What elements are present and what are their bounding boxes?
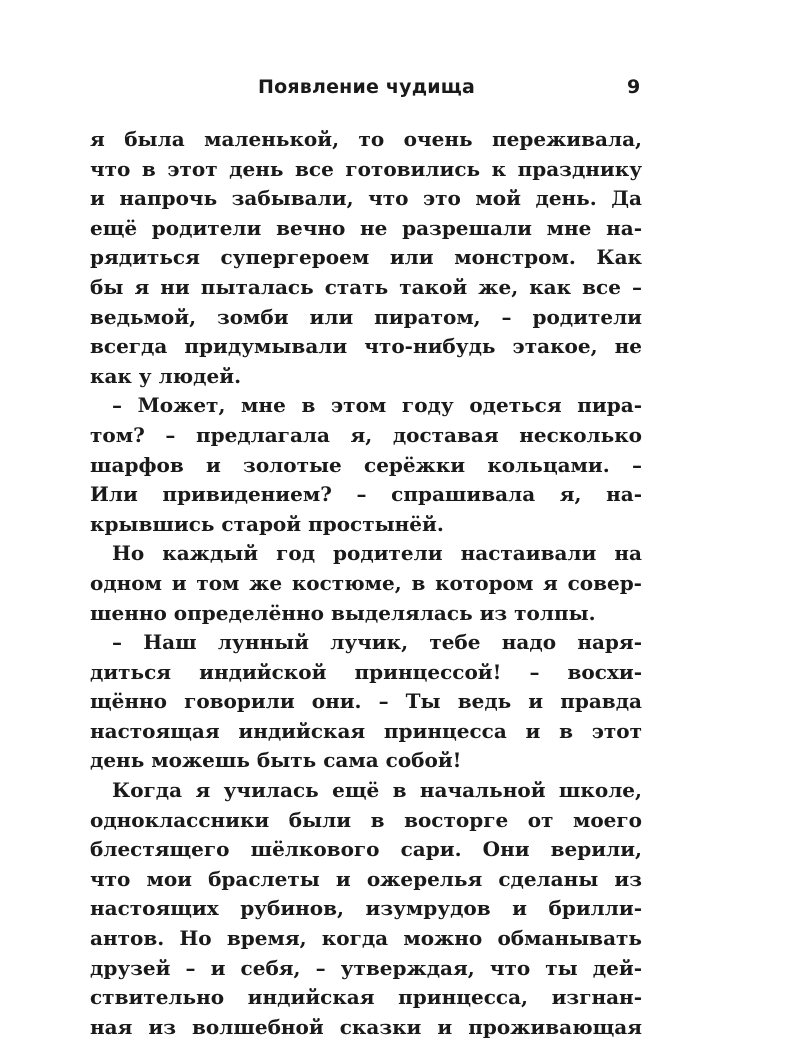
text-line: как у людей. — [90, 363, 242, 388]
text-line: – Наш лунный лучик, тебе надо наря- — [112, 630, 642, 655]
running-title: Появление чудища — [258, 76, 476, 98]
text-line: диться индийской принцессой! – восхи- — [90, 659, 642, 684]
text-line: одноклассники были в восторге от моего — [90, 807, 642, 832]
text-line: рядиться супергероем или монстром. Как — [90, 245, 642, 270]
text-line: Но каждый год родители настаивали на — [112, 541, 642, 566]
text-line: антов. Но время, когда можно обманывать — [90, 926, 642, 951]
text-line: настоящих рубинов, изумрудов и брилли- — [90, 896, 642, 921]
text-line: Или привидением? – спрашивала я, на- — [90, 482, 642, 507]
text-line: ведьмой, зомби или пиратом, – родители — [90, 304, 642, 329]
text-line: одном и том же костюме, в котором я совер- — [90, 570, 642, 595]
text-line: щённо говорили они. – Ты ведь и правда — [90, 689, 642, 714]
text-line: шарфов и золотые серёжки кольцами. – — [90, 452, 642, 477]
text-line: настоящая индийская принцесса и в этот — [90, 718, 642, 743]
text-line: ная из волшебной сказки и проживающая — [90, 1014, 642, 1039]
page-number: 9 — [627, 76, 641, 98]
text-line: ствительно индийская принцесса, изгнан- — [90, 985, 642, 1010]
text-line: я была маленькой, то очень переживала, — [90, 127, 642, 151]
text-line: что в этот день все готовились к празднику — [90, 156, 642, 181]
text-line: день можешь быть сама собой! — [90, 748, 462, 773]
text-line: блестящего шёлкового сари. Они верили, — [90, 837, 642, 862]
text-line: и напрочь забывали, что это мой день. Да — [90, 186, 642, 211]
running-header — [0, 76, 800, 108]
text-line: друзей – и себя, – утверждая, что ты дей- — [90, 955, 642, 980]
text-line: крывшись старой простынёй. — [90, 511, 444, 536]
body-text — [90, 125, 642, 1042]
text-line: шенно определённо выделялась из толпы. — [90, 600, 596, 625]
text-line: бы я ни пыталась стать такой же, как все – — [90, 274, 642, 299]
text-line: Когда я училась ещё в начальной школе, — [112, 778, 642, 803]
text-line: том? – предлагала я, доставая несколько — [90, 422, 642, 447]
text-line: – Может, мне в этом году одеться пира- — [112, 393, 642, 418]
text-line: всегда придумывали что-нибудь этакое, не — [90, 334, 642, 359]
text-line: что мои браслеты и ожерелья сделаны из — [90, 866, 642, 891]
text-line: ещё родители вечно не разрешали мне на- — [90, 215, 642, 240]
